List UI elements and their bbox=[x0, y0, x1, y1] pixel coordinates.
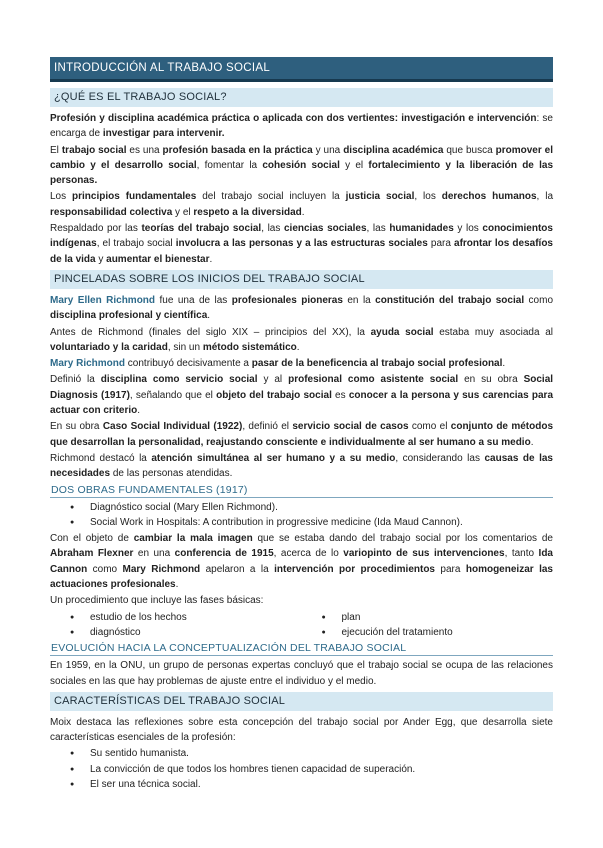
text-run: Definió la bbox=[50, 374, 101, 386]
bold-text: ciencias sociales bbox=[283, 223, 367, 235]
text-run: y el bbox=[172, 206, 194, 218]
bold-text: intervención por procedimientos bbox=[274, 563, 435, 575]
paragraph bbox=[50, 221, 553, 267]
paragraph: En 1959, en la ONU, un grupo de personas expertas concluyó que el trabajo social se ocupa de las relaciones sociales en las que hay problemas de ajuste entre el individuo y el medio. bbox=[50, 660, 553, 687]
characteristics-list bbox=[50, 746, 553, 792]
bold-text: derechos humanos bbox=[441, 191, 537, 203]
document-content bbox=[50, 57, 553, 793]
text-run: . bbox=[296, 341, 300, 353]
text-run: del trabajo social incluyen la bbox=[196, 191, 346, 203]
bold-text: homogeneizar las actuaciones profesionales bbox=[50, 563, 553, 591]
paragraph: Moix destaca las reflexiones sobre esta concepción del trabajo social por Ander Egg, que desarrolla siete características esenciales de la profesión: bbox=[50, 716, 553, 744]
text-run: y al bbox=[257, 374, 289, 386]
text-run: contribuyó decisivamente a bbox=[125, 358, 252, 370]
bold-text: justicia social bbox=[345, 191, 415, 203]
bold-text: cambiar la mala imagen bbox=[133, 533, 253, 545]
subheading-evolucion: EVOLUCIÓN HACIA LA CONCEPTUALIZACIÓN DEL TRABAJO SOCIAL bbox=[50, 641, 553, 656]
text-run: . bbox=[207, 310, 211, 322]
text-run: Richmond destacó la bbox=[50, 452, 152, 464]
works-list bbox=[50, 500, 553, 531]
text-run: en su obra bbox=[458, 374, 524, 386]
bold-text: responsabilidad colectiva bbox=[50, 206, 173, 218]
text-run: : se encarga de bbox=[50, 113, 553, 140]
text-run: que busca bbox=[443, 144, 496, 156]
bold-text: Social Diagnosis (1917) bbox=[50, 374, 554, 401]
bold-text: objeto del trabajo social bbox=[216, 389, 332, 401]
text-run: , considerando las bbox=[395, 452, 485, 464]
bold-text: teorías del trabajo social bbox=[141, 223, 262, 235]
bold-text: fortalecimiento y la liberación de las personas. bbox=[50, 159, 554, 187]
bold-text: constitución del trabajo social bbox=[375, 294, 525, 306]
text-run: , las bbox=[366, 223, 390, 235]
text-run: para bbox=[427, 238, 455, 250]
bold-text: Caso Social Individual (1922) bbox=[102, 421, 243, 433]
text-run: , señalando que el bbox=[129, 389, 217, 401]
text-run: y una bbox=[312, 144, 344, 156]
list-item: ● plan bbox=[302, 610, 554, 625]
text-run: , las bbox=[261, 223, 284, 235]
list-item: ● Su sentido humanista. bbox=[50, 746, 553, 761]
bold-text: profesionales pioneras bbox=[231, 294, 343, 306]
bold-text: conocimientos indígenas bbox=[50, 223, 553, 250]
phases-right-column bbox=[302, 610, 554, 641]
text-run: estaba muy asociada al bbox=[433, 326, 554, 338]
text-run: . bbox=[502, 358, 506, 370]
bold-text: voluntariado y la caridad bbox=[50, 341, 168, 353]
text-run: es una bbox=[126, 144, 163, 156]
text-run: y bbox=[95, 253, 107, 265]
text-run: , fomentar la bbox=[196, 159, 263, 171]
text-run: Los bbox=[50, 191, 73, 203]
bold-text: disciplina académica bbox=[343, 144, 444, 156]
bold-text: cohesión social bbox=[262, 159, 340, 171]
list-item: ● ejecución del tratamiento bbox=[302, 625, 554, 640]
bold-text: conjunto de métodos que desarrollan la personalidad, reajustando consciente e individualmente al ser humano a su medio bbox=[50, 421, 553, 448]
bold-text: Mary Richmond bbox=[122, 563, 201, 575]
bold-text: humanidades bbox=[389, 223, 454, 235]
paragraph bbox=[50, 451, 553, 482]
paragraph bbox=[50, 143, 553, 189]
text-run: es bbox=[331, 389, 349, 401]
bold-text: principios fundamentales bbox=[72, 191, 197, 203]
bold-text: involucra a las personas y a las estructuras sociales bbox=[175, 238, 428, 250]
text-run: . bbox=[137, 405, 141, 417]
text-run: de las personas atendidas. bbox=[110, 468, 233, 480]
text-run: En su obra bbox=[50, 421, 103, 433]
text-run: en una bbox=[133, 548, 175, 560]
bold-text: profesión basada en la práctica bbox=[162, 144, 313, 156]
person-name: Mary Richmond bbox=[50, 358, 126, 370]
bold-text: disciplina como servicio social bbox=[100, 374, 258, 386]
document-title: INTRODUCCIÓN AL TRABAJO SOCIAL bbox=[50, 57, 553, 82]
text-run: , definió el bbox=[242, 421, 293, 433]
text-run: , el trabajo social bbox=[96, 238, 176, 250]
bold-text: variopinto de sus intervenciones bbox=[343, 548, 505, 560]
text-run: para bbox=[435, 563, 466, 575]
text-run: . bbox=[175, 579, 179, 591]
text-run: , tanto bbox=[504, 548, 539, 560]
phases-left-column bbox=[50, 610, 302, 641]
person-name: Mary Ellen Richmond bbox=[50, 294, 156, 306]
bold-text: ayuda social bbox=[370, 326, 434, 338]
text-run: Antes de Richmond (finales del siglo XIX – principios del XX), la bbox=[50, 326, 371, 338]
text-run: que se estaba dando del trabajo social por los comentarios de bbox=[252, 533, 553, 545]
bold-text: atención simultánea al ser humano y a su medio bbox=[151, 452, 396, 464]
bold-text: causas de las necesidades bbox=[50, 452, 553, 480]
phases-list bbox=[50, 610, 553, 642]
bold-text: respeto a la diversidad bbox=[193, 206, 302, 218]
paragraph bbox=[50, 293, 553, 324]
list-item: ● La convicción de que todos los hombres tienen capacidad de superación. bbox=[50, 762, 553, 777]
bold-text: Abraham Flexner bbox=[50, 548, 134, 560]
text-run: El bbox=[50, 144, 62, 156]
bold-text: pasar de la beneficencia al trabajo social profesional bbox=[251, 358, 503, 370]
paragraph bbox=[50, 325, 553, 356]
text-run: y el bbox=[339, 159, 369, 171]
bold-text: disciplina profesional y científica bbox=[50, 310, 208, 322]
paragraph bbox=[50, 372, 553, 418]
text-run: como el bbox=[408, 421, 451, 433]
paragraph: Un procedimiento que incluye las fases básicas: bbox=[50, 595, 264, 607]
text-run: y los bbox=[453, 223, 483, 235]
text-run: . bbox=[530, 436, 534, 448]
text-run: fue una de las bbox=[155, 294, 232, 306]
text-run: en la bbox=[342, 294, 376, 306]
bold-text: afrontar los desafíos de la vida bbox=[50, 238, 553, 265]
bold-text: aumentar el bienestar bbox=[106, 253, 210, 265]
bold-text: Profesión y disciplina académica práctica o aplicada con dos vertientes: investigación e intervención bbox=[50, 113, 537, 124]
text-run: como bbox=[87, 563, 123, 575]
bold-text: servicio social de casos bbox=[292, 421, 409, 433]
bold-text: conocer a la persona y sus carencias para actuar con criterio bbox=[50, 389, 554, 417]
bold-text: trabajo social bbox=[61, 144, 127, 156]
paragraph bbox=[50, 419, 553, 450]
paragraph bbox=[50, 531, 553, 592]
bold-text: Ida Cannon bbox=[50, 548, 553, 575]
list-item: ● Diagnóstico social (Mary Ellen Richmond). bbox=[50, 500, 553, 515]
text-run: , acerca de lo bbox=[273, 548, 344, 560]
bold-text: método sistemático bbox=[202, 341, 297, 353]
paragraph bbox=[50, 111, 553, 142]
text-run: . bbox=[209, 253, 213, 265]
bold-text: conferencia de 1915 bbox=[174, 548, 274, 560]
text-run: , sin un bbox=[167, 341, 203, 353]
text-run: , la bbox=[536, 191, 554, 203]
list-item: ● Social Work in Hospitals: A contribution in progressive medicine (Ida Maud Cannon). bbox=[50, 515, 553, 530]
text-run: como bbox=[524, 294, 554, 306]
subheading-dos-obras: DOS OBRAS FUNDAMENTALES (1917) bbox=[50, 483, 553, 498]
bold-text: investigar para intervenir. bbox=[102, 128, 225, 140]
list-item: ● El ser una técnica social. bbox=[50, 777, 553, 792]
text-run: Respaldado por las bbox=[50, 223, 142, 235]
text-run: apelaron a la bbox=[200, 563, 275, 575]
list-item: ● diagnóstico bbox=[50, 625, 302, 640]
list-item: ● estudio de los hechos bbox=[50, 610, 302, 625]
section-heading-caracteristicas: CARACTERÍSTICAS DEL TRABAJO SOCIAL bbox=[50, 692, 553, 711]
section-heading-que-es: ¿QUÉ ES EL TRABAJO SOCIAL? bbox=[50, 88, 553, 107]
text-run: , los bbox=[414, 191, 442, 203]
bold-text: promover el cambio y el desarrollo social bbox=[50, 144, 553, 171]
paragraph bbox=[50, 189, 553, 220]
bold-text: profesional como asistente social bbox=[288, 374, 459, 386]
text-run: . bbox=[301, 206, 305, 218]
section-heading-pinceladas: PINCELADAS SOBRE LOS INICIOS DEL TRABAJO SOCIAL bbox=[50, 270, 553, 289]
paragraph bbox=[50, 356, 553, 371]
text-run: Con el objeto de bbox=[50, 533, 134, 545]
